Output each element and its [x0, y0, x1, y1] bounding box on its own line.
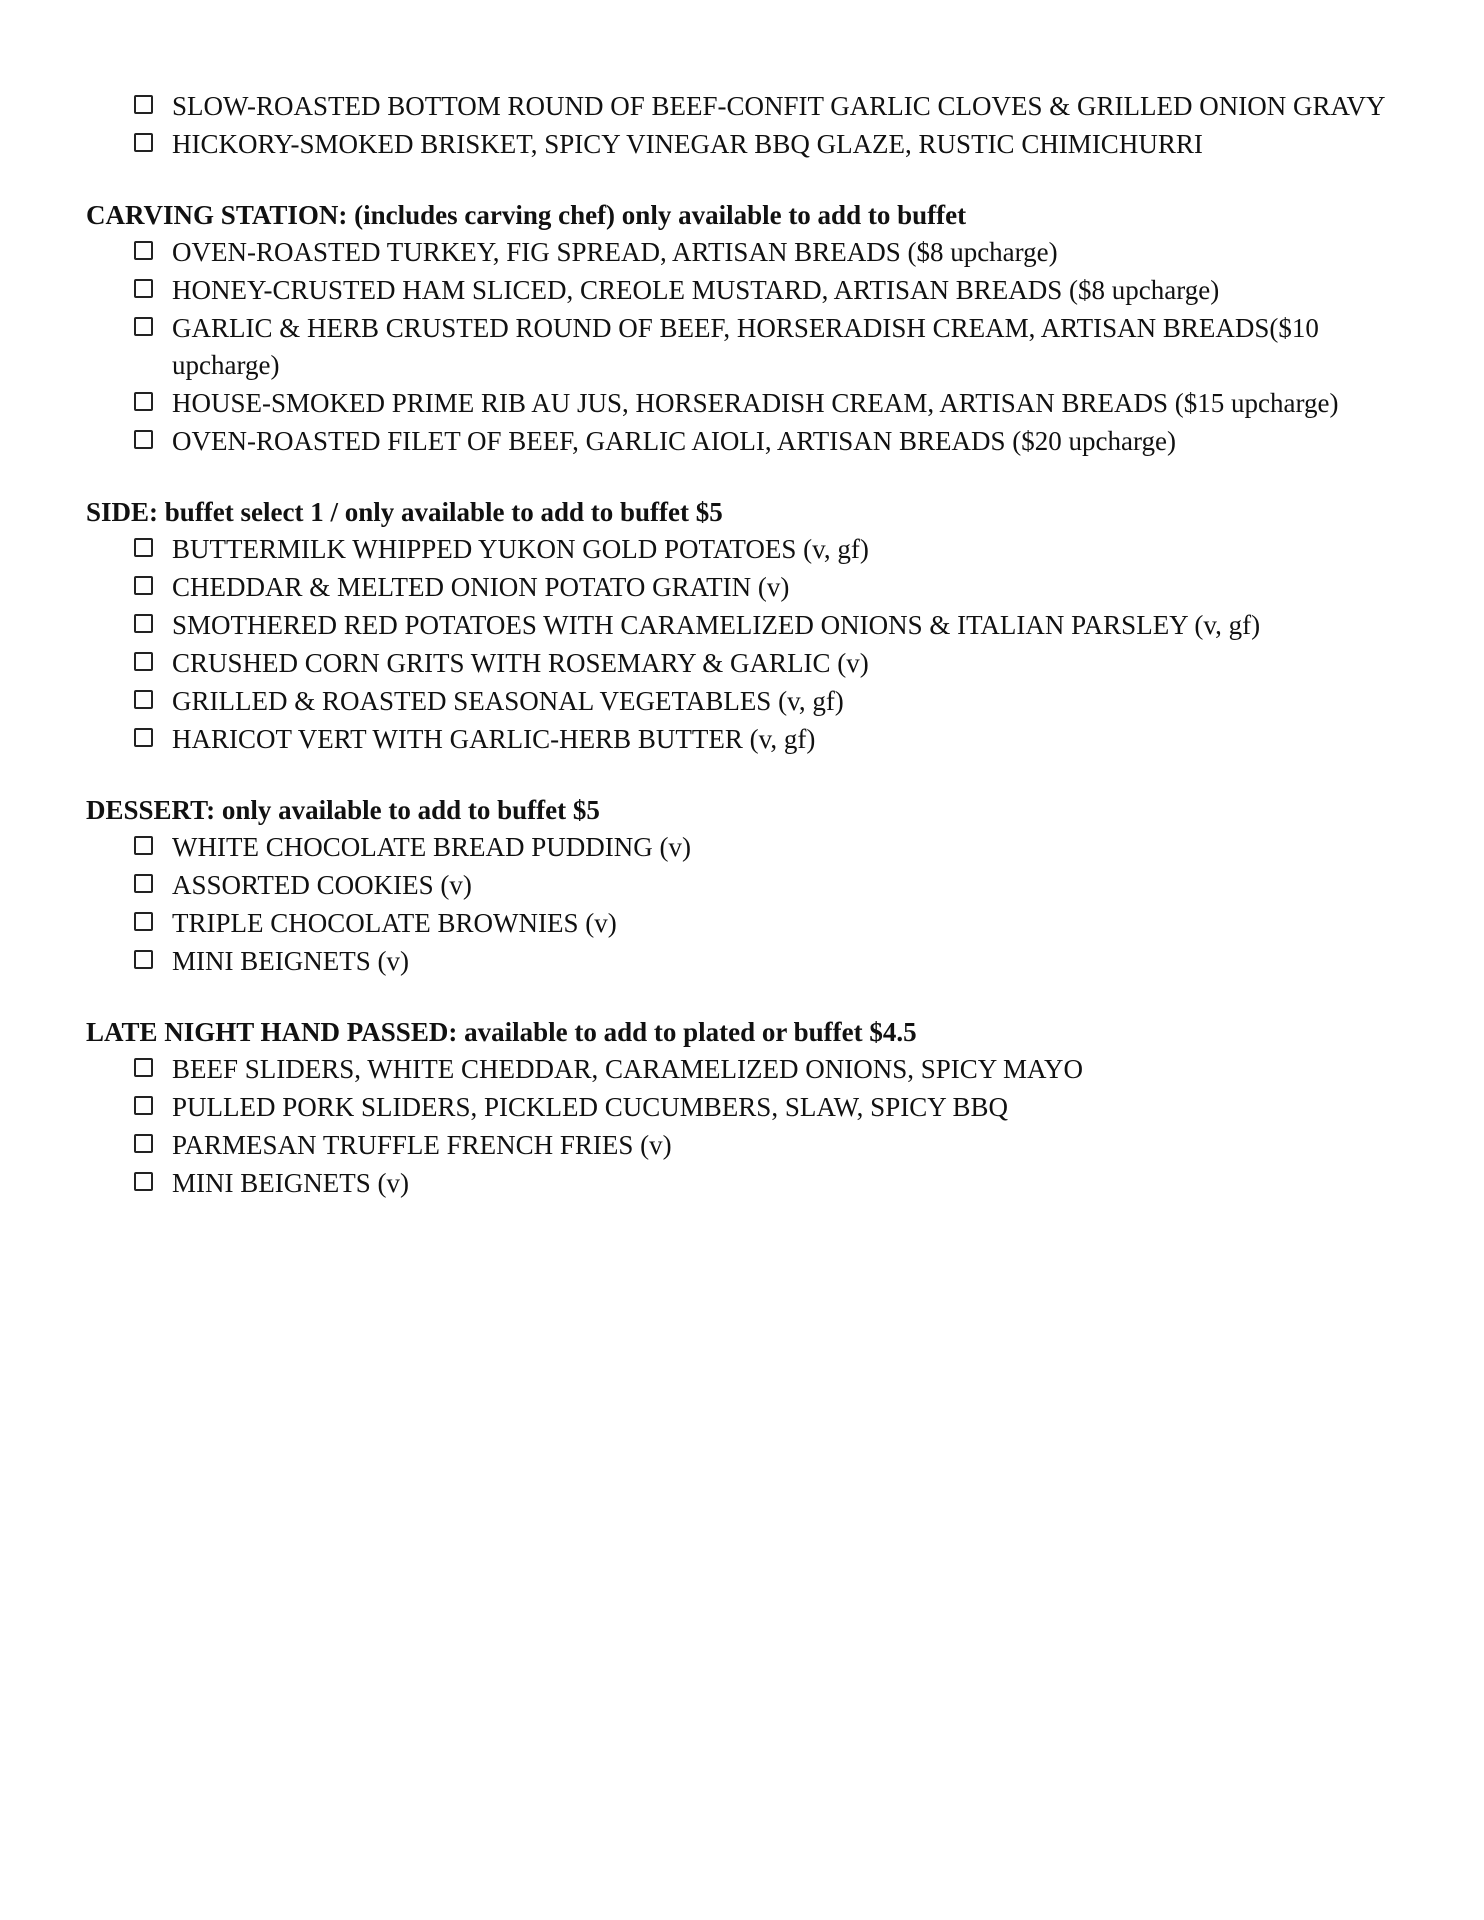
list-item	[86, 943, 1406, 980]
checkbox-icon[interactable]	[134, 133, 153, 152]
list-item	[86, 88, 1406, 125]
section-heading	[86, 792, 1406, 829]
section-heading-rest: available to add to plated or buffet $4.5	[457, 1017, 917, 1047]
item-label: MINI BEIGNETS (v)	[172, 1168, 409, 1198]
list-item	[86, 607, 1406, 644]
item-label: TRIPLE CHOCOLATE BROWNIES (v)	[172, 908, 617, 938]
section-heading-lead: LATE NIGHT HAND PASSED:	[86, 1017, 458, 1047]
list-item	[86, 829, 1406, 866]
item-label: OVEN-ROASTED FILET OF BEEF, GARLIC AIOLI, ARTISAN BREADS ($20 upcharge)	[172, 426, 1176, 456]
section-dessert	[86, 792, 1406, 980]
checkbox-icon[interactable]	[134, 950, 153, 969]
item-label: SLOW-ROASTED BOTTOM ROUND OF BEEF-CONFIT GARLIC CLOVES & GRILLED ONION GRAVY	[172, 91, 1386, 121]
list-item	[86, 721, 1406, 758]
checkbox-icon[interactable]	[134, 317, 153, 336]
item-label: MINI BEIGNETS (v)	[172, 946, 409, 976]
section-heading-lead: SIDE:	[86, 497, 159, 527]
list-item	[86, 905, 1406, 942]
checkbox-icon[interactable]	[134, 279, 153, 298]
section-heading-rest: only available to add to buffet $5	[215, 795, 600, 825]
item-label: HONEY-CRUSTED HAM SLICED, CREOLE MUSTARD, ARTISAN BREADS ($8 upcharge)	[172, 275, 1220, 305]
list-item	[86, 423, 1406, 460]
section-heading-rest: (includes carving chef) only available to add to buffet	[347, 200, 967, 230]
section-beef-continued	[86, 88, 1406, 163]
list-item	[86, 1089, 1406, 1126]
item-label: PARMESAN TRUFFLE FRENCH FRIES (v)	[172, 1130, 672, 1160]
list-item	[86, 126, 1406, 163]
section-heading-lead: CARVING STATION:	[86, 200, 348, 230]
section-side	[86, 494, 1406, 758]
checkbox-icon[interactable]	[134, 912, 153, 931]
list-item	[86, 1127, 1406, 1164]
item-list	[86, 234, 1406, 460]
section-carving-station	[86, 197, 1406, 460]
checkbox-icon[interactable]	[134, 430, 153, 449]
checkbox-icon[interactable]	[134, 576, 153, 595]
checkbox-icon[interactable]	[134, 538, 153, 557]
list-item	[86, 569, 1406, 606]
section-heading	[86, 197, 1406, 234]
item-label: WHITE CHOCOLATE BREAD PUDDING (v)	[172, 832, 691, 862]
list-item	[86, 531, 1406, 568]
section-heading	[86, 1014, 1406, 1051]
checkbox-icon[interactable]	[134, 874, 153, 893]
item-list	[86, 531, 1406, 758]
list-item	[86, 310, 1406, 384]
item-list	[86, 829, 1406, 980]
list-item	[86, 1165, 1406, 1202]
list-item	[86, 1051, 1406, 1088]
item-label: ASSORTED COOKIES (v)	[172, 870, 472, 900]
checkbox-icon[interactable]	[134, 241, 153, 260]
list-item	[86, 234, 1406, 271]
list-item	[86, 272, 1406, 309]
item-label: BUTTERMILK WHIPPED YUKON GOLD POTATOES (v, gf)	[172, 534, 869, 564]
item-label: HARICOT VERT WITH GARLIC-HERB BUTTER (v, gf)	[172, 724, 816, 754]
list-item	[86, 385, 1406, 422]
checkbox-icon[interactable]	[134, 1096, 153, 1115]
item-label: CHEDDAR & MELTED ONION POTATO GRATIN (v)	[172, 572, 790, 602]
list-item	[86, 645, 1406, 682]
checkbox-icon[interactable]	[134, 690, 153, 709]
item-label: HICKORY-SMOKED BRISKET, SPICY VINEGAR BBQ GLAZE, RUSTIC CHIMICHURRI	[172, 129, 1203, 159]
item-label: CRUSHED CORN GRITS WITH ROSEMARY & GARLIC (v)	[172, 648, 869, 678]
section-heading-lead: DESSERT:	[86, 795, 216, 825]
item-list	[86, 88, 1406, 163]
item-list	[86, 1051, 1406, 1202]
checkbox-icon[interactable]	[134, 95, 153, 114]
checkbox-icon[interactable]	[134, 614, 153, 633]
list-item	[86, 867, 1406, 904]
section-heading	[86, 494, 1406, 531]
checkbox-icon[interactable]	[134, 728, 153, 747]
checkbox-icon[interactable]	[134, 1172, 153, 1191]
section-late-night	[86, 1014, 1406, 1202]
section-heading-rest: buffet select 1 / only available to add to buffet $5	[158, 497, 723, 527]
item-label: SMOTHERED RED POTATOES WITH CARAMELIZED ONIONS & ITALIAN PARSLEY (v, gf)	[172, 610, 1261, 640]
item-label: GRILLED & ROASTED SEASONAL VEGETABLES (v, gf)	[172, 686, 844, 716]
item-label: GARLIC & HERB CRUSTED ROUND OF BEEF, HORSERADISH CREAM, ARTISAN BREADS($10 upcharge)	[172, 313, 1319, 380]
list-item	[86, 683, 1406, 720]
item-label: BEEF SLIDERS, WHITE CHEDDAR, CARAMELIZED ONIONS, SPICY MAYO	[172, 1054, 1084, 1084]
checkbox-icon[interactable]	[134, 392, 153, 411]
checkbox-icon[interactable]	[134, 1134, 153, 1153]
item-label: OVEN-ROASTED TURKEY, FIG SPREAD, ARTISAN BREADS ($8 upcharge)	[172, 237, 1058, 267]
checkbox-icon[interactable]	[134, 836, 153, 855]
item-label: HOUSE-SMOKED PRIME RIB AU JUS, HORSERADISH CREAM, ARTISAN BREADS ($15 upcharge)	[172, 388, 1339, 418]
checkbox-icon[interactable]	[134, 652, 153, 671]
checkbox-icon[interactable]	[134, 1058, 153, 1077]
item-label: PULLED PORK SLIDERS, PICKLED CUCUMBERS, SLAW, SPICY BBQ	[172, 1092, 1008, 1122]
menu-page	[86, 88, 1406, 1236]
